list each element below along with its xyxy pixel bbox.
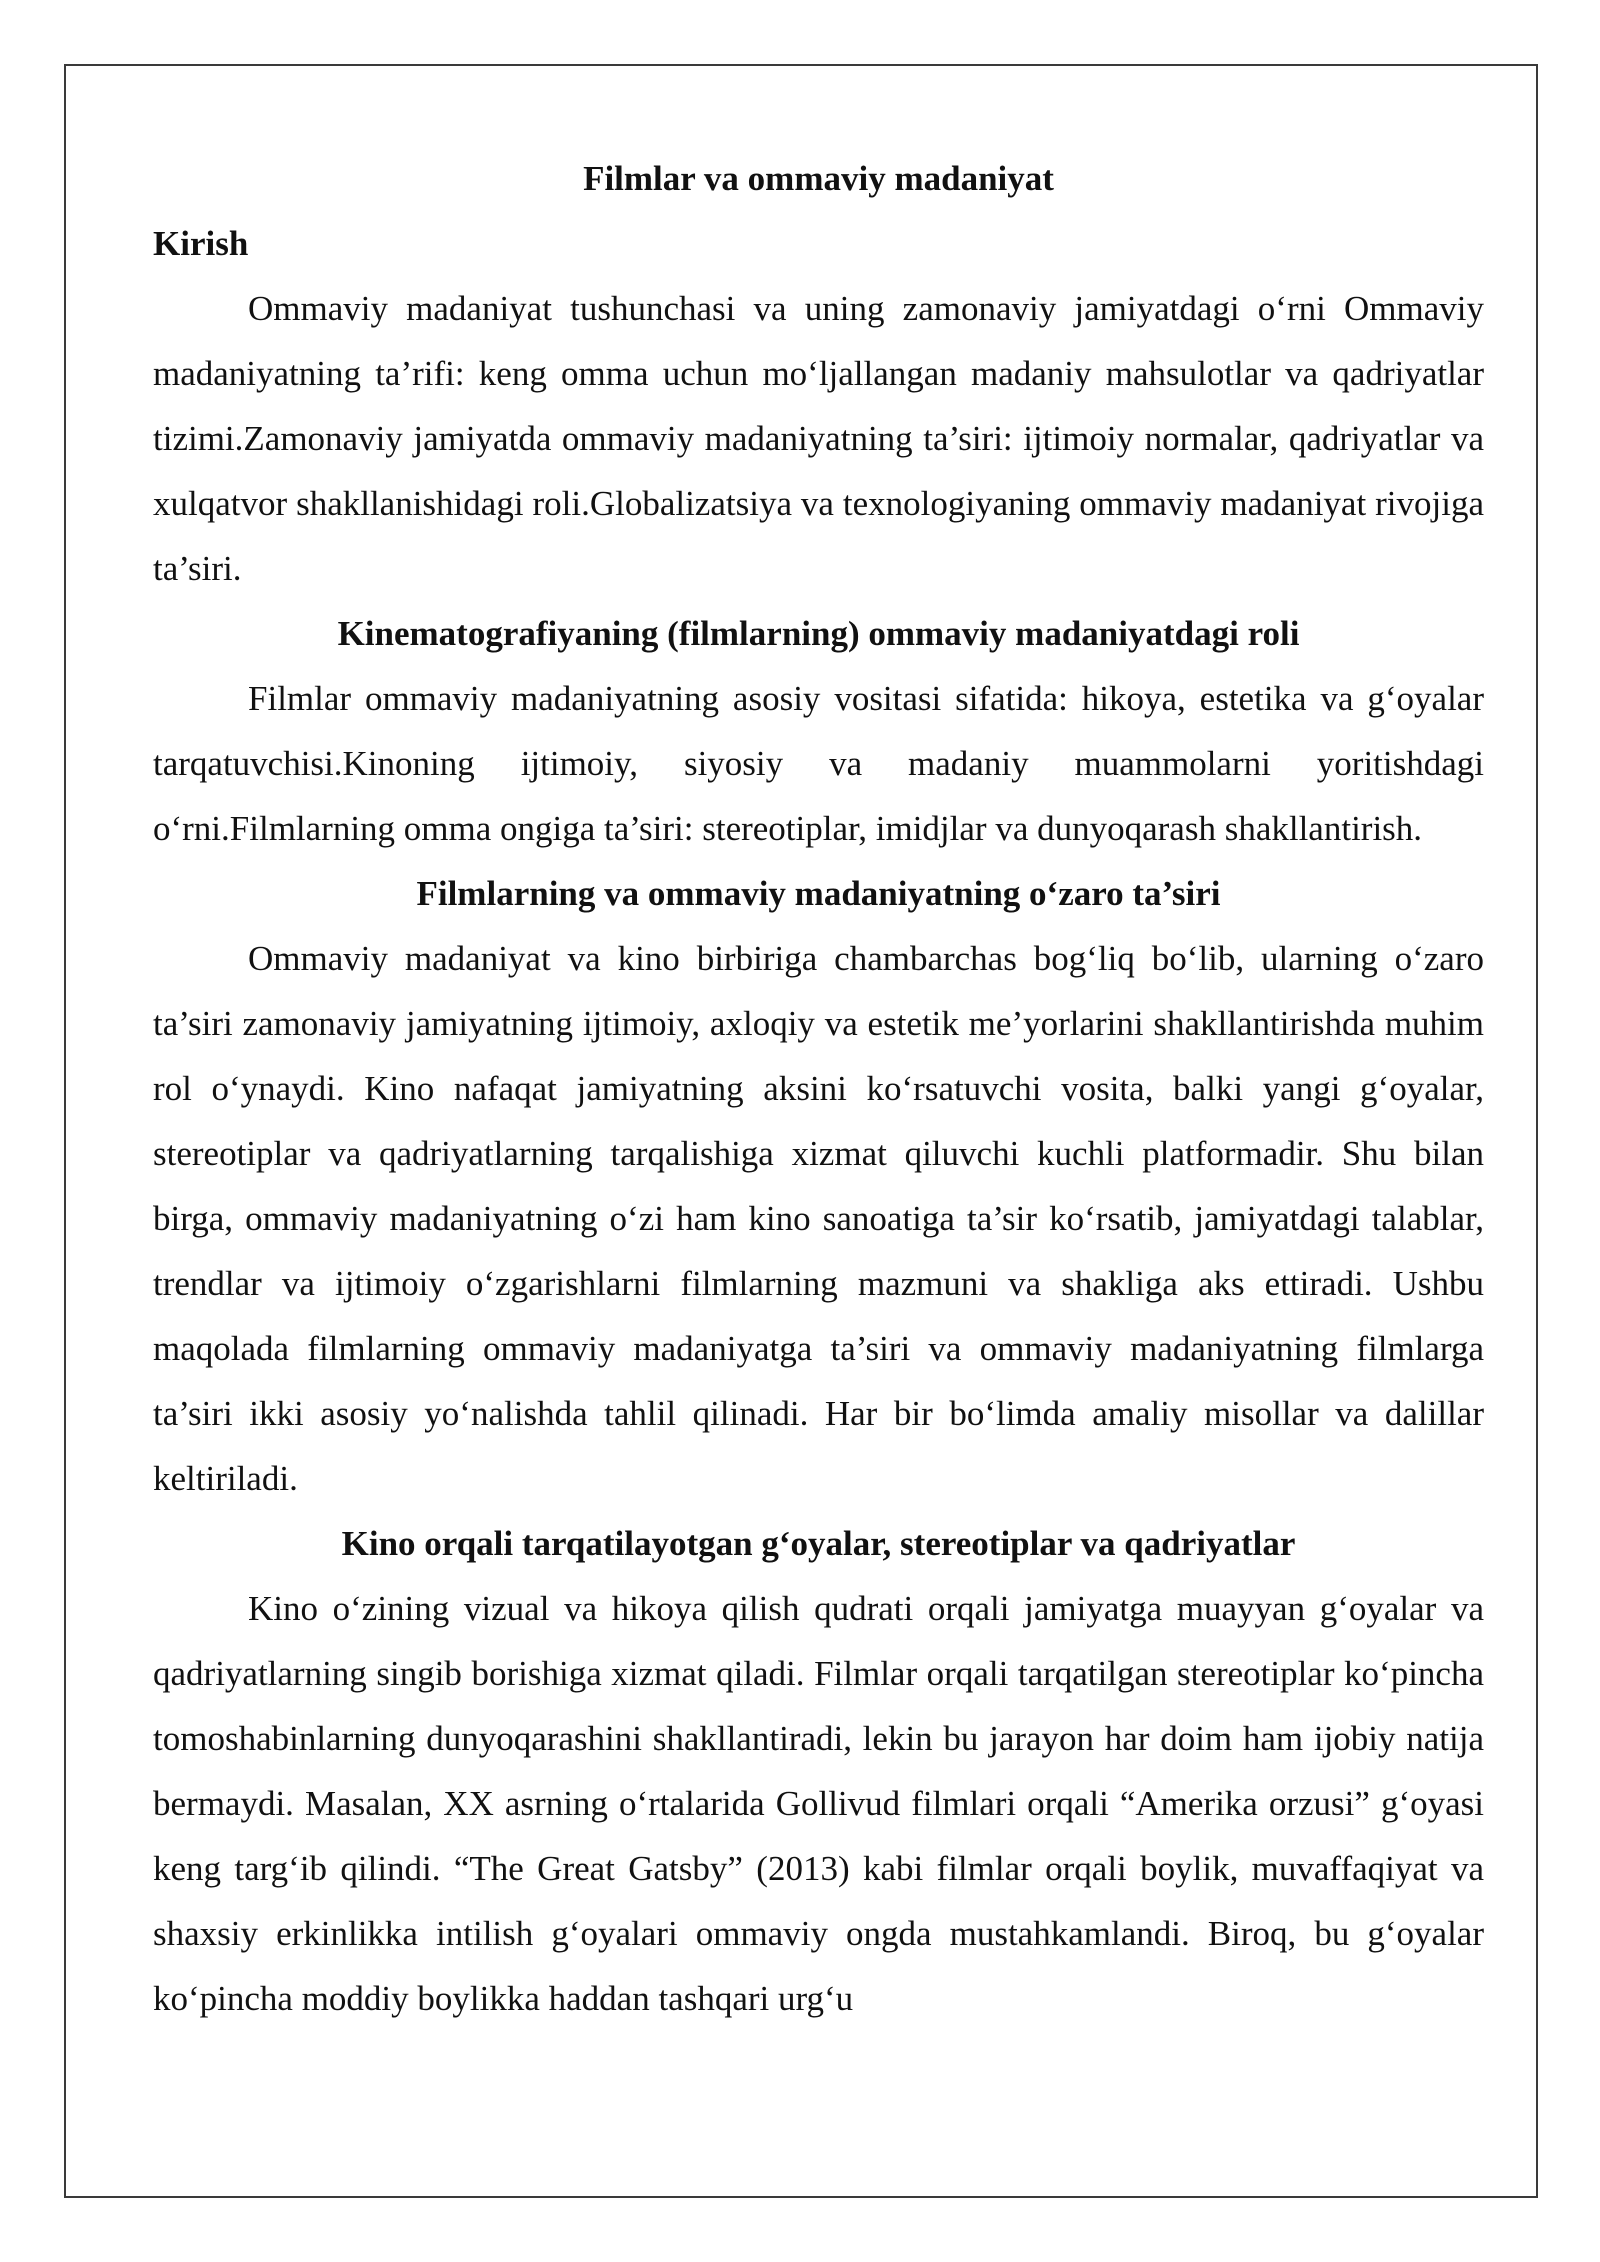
section-paragraph-ideas-stereotypes: Kino o‘zining vizual va hikoya qilish qudrati orqali jamiyatga muayyan g‘oyalar va qadriyatlarning singib borishiga xizmat qiladi. Filmlar orqali tarqatilgan stereotiplar ko‘pincha tomoshabinlarning dunyoqarashini shakllantiradi, lekin bu jarayon har doim ham ijobiy natija bermaydi. Masalan, XX asrning o‘rtalarida Gollivud filmlari orqali “Amerika orzusi” g‘oyasi keng targ‘ib qilindi. “The Great Gatsby” (2013) kabi filmlar orqali boylik, muvaffaqiyat va shaxsiy erkinlikka intilish g‘oyalari ommaviy ongda mustahkamlandi. Biroq, bu g‘oyalar ko‘pincha moddiy boylikka haddan tashqari urg‘u — [153, 1589, 1484, 2018]
section-heading-mutual-influence: Filmlarning va ommaviy madaniyatning o‘zaro ta’siri — [416, 874, 1221, 913]
section-heading-introduction: Kirish — [153, 224, 249, 263]
document-body — [153, 146, 1484, 2031]
section-paragraph-introduction: Ommaviy madaniyat tushunchasi va uning zamonaviy jamiyatdagi o‘rni Ommaviy madaniyatning ta’rifi: keng omma uchun mo‘ljallangan madaniy mahsulotlar va qadriyatlar tizimi.Zamonaviy jamiyatda ommaviy madaniyatning ta’siri: ijtimoiy normalar, qadriyatlar va xulqatvor shakllanishidagi roli.Globalizatsiya va texnologiyaning ommaviy madaniyat rivojiga ta’siri. — [153, 289, 1484, 588]
section-heading-ideas-stereotypes: Kino orqali tarqatilayotgan g‘oyalar, stereotiplar va qadriyatlar — [341, 1524, 1296, 1563]
section-paragraph-cinema-role: Filmlar ommaviy madaniyatning asosiy vositasi sifatida: hikoya, estetika va g‘oyalar tarqatuvchisi.Kinoning ijtimoiy, siyosiy va madaniy muammolarni yoritishdagi o‘rni.Filmlarning omma ongiga ta’siri: stereotiplar, imidjlar va dunyoqarash shakllantirish. — [153, 679, 1484, 848]
document-title: Filmlar va ommaviy madaniyat — [583, 159, 1054, 198]
section-heading-cinema-role: Kinematografiyaning (filmlarning) ommaviy madaniyatdagi roli — [337, 614, 1300, 653]
section-paragraph-mutual-influence: Ommaviy madaniyat va kino birbiriga chambarchas bog‘liq bo‘lib, ularning o‘zaro ta’siri zamonaviy jamiyatning ijtimoiy, axloqiy va estetik me’yorlarini shakllantirishda muhim rol o‘ynaydi. Kino nafaqat jamiyatning aksini ko‘rsatuvchi vosita, balki yangi g‘oyalar, stereotiplar va qadriyatlarning tarqalishiga xizmat qiluvchi kuchli platformadir. Shu bilan birga, ommaviy madaniyatning o‘zi ham kino sanoatiga ta’sir ko‘rsatib, jamiyatdagi talablar, trendlar va ijtimoiy o‘zgarishlarni filmlarning mazmuni va shakliga aks ettiradi. Ushbu maqolada filmlarning ommaviy madaniyatga ta’siri va ommaviy madaniyatning filmlarga ta’siri ikki asosiy yo‘nalishda tahlil qilinadi. Har bir bo‘limda amaliy misollar va dalillar keltiriladi. — [153, 939, 1484, 1498]
